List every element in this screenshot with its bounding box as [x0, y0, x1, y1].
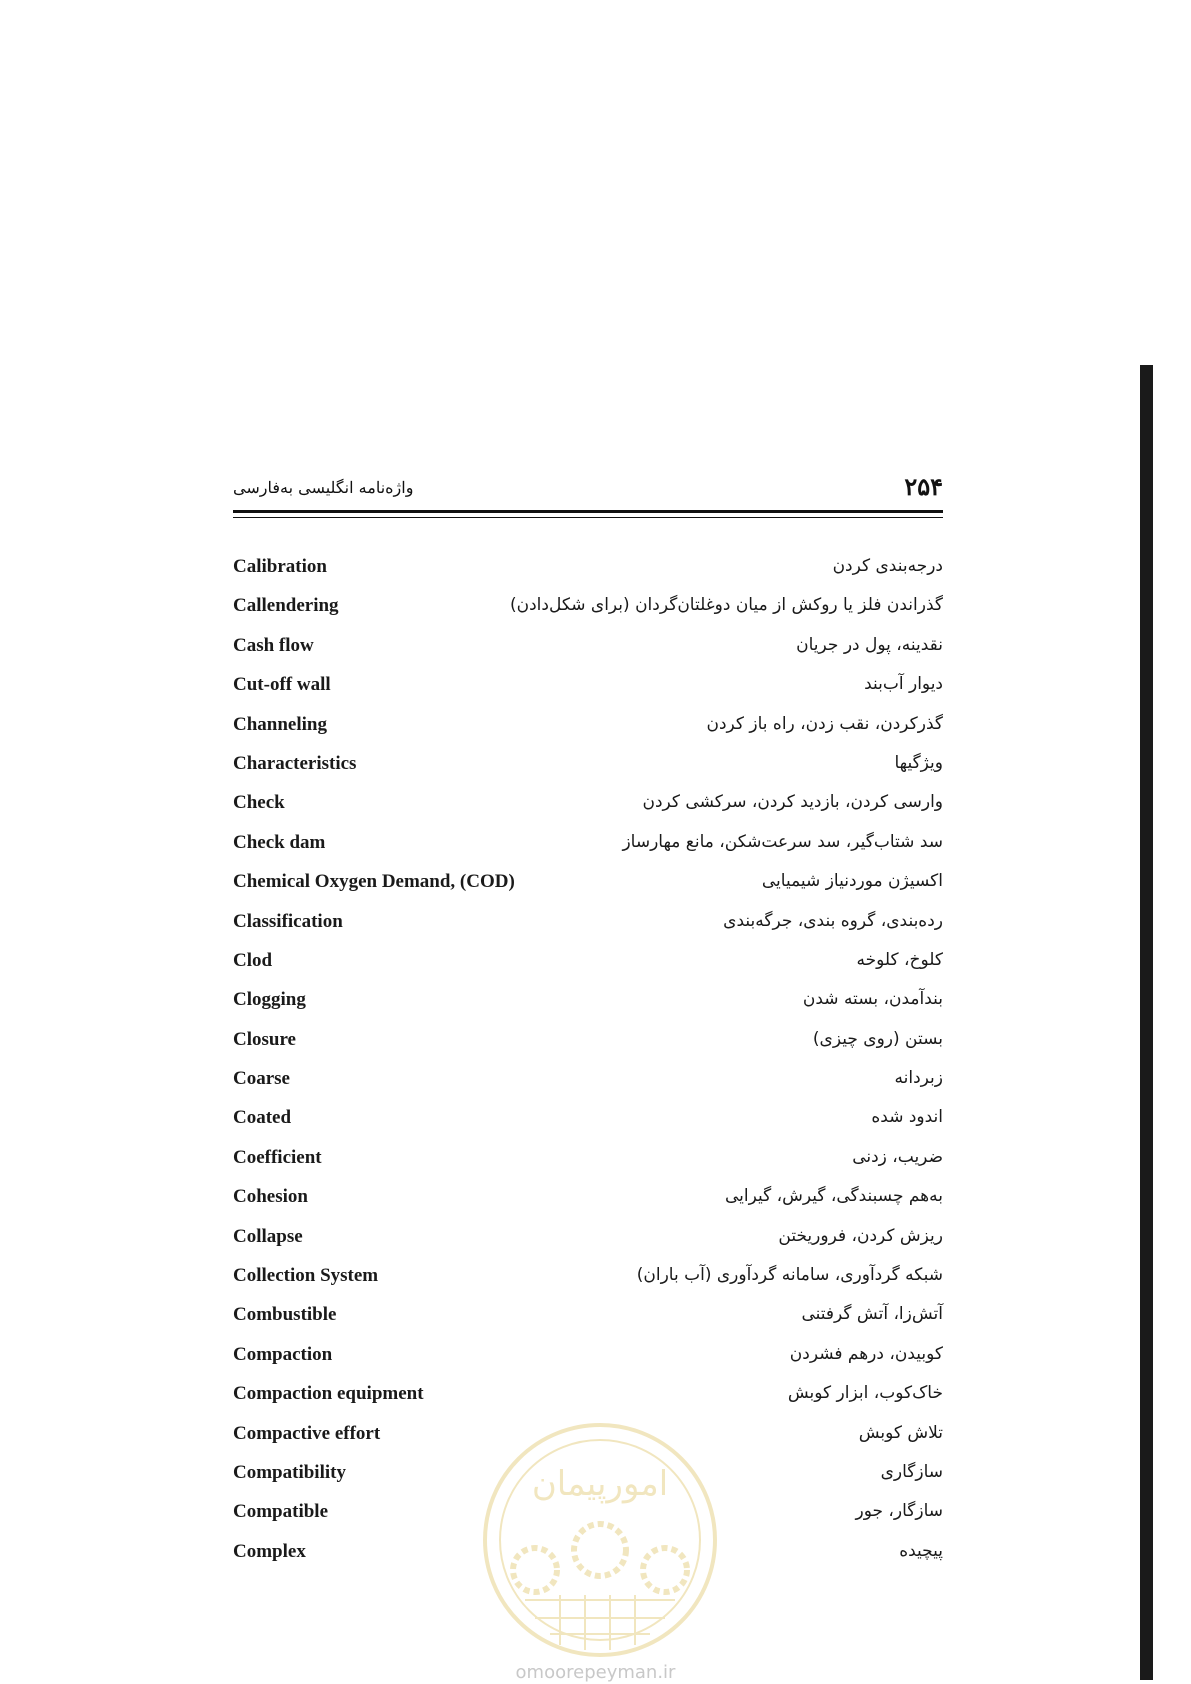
term-persian: کلوخ، کلوخه — [856, 949, 943, 970]
glossary-row — [233, 788, 943, 827]
term-persian: کوبیدن، درهم فشردن — [789, 1343, 943, 1364]
term-persian: درجه‌بندی کردن — [832, 556, 943, 576]
term-persian: پیچیده — [899, 1540, 943, 1561]
term-persian: شبکه گردآوری، سامانه گردآوری (آب باران) — [636, 1265, 943, 1286]
term-english: Coarse — [233, 1068, 290, 1090]
term-persian: به‌هم چسبندگی، گیرش، گیرایی — [724, 1186, 943, 1207]
term-persian: بندآمدن، بسته شدن — [802, 989, 943, 1010]
term-english: Channeling — [233, 713, 327, 735]
glossary-row — [233, 1222, 943, 1261]
term-persian: سازگاری — [880, 1461, 943, 1482]
term-persian: وارسی کردن، بازدید کردن، سرکشی کردن — [642, 792, 943, 813]
glossary-row — [233, 946, 943, 985]
term-english: Clogging — [233, 989, 306, 1011]
term-english: Collection System — [233, 1265, 379, 1287]
term-english: Characteristics — [233, 752, 357, 774]
term-english: Calibration — [233, 556, 327, 577]
glossary-row — [233, 670, 943, 709]
term-english: Compaction — [233, 1343, 333, 1365]
glossary-row — [233, 985, 943, 1024]
term-persian: آتش‌زا، آتش گرفتنی — [801, 1304, 943, 1325]
glossary-row — [233, 1103, 943, 1142]
term-english: Callendering — [233, 595, 339, 617]
term-english: Cohesion — [233, 1186, 308, 1208]
header-title: واژه‌نامه انگلیسی به‌فارسی — [233, 478, 414, 497]
term-english: Cash flow — [233, 634, 314, 656]
glossary-row — [233, 1025, 943, 1064]
term-english: Compatibility — [233, 1461, 346, 1483]
watermark-url: omoorepeyman.ir — [515, 1662, 676, 1683]
term-english: Cut-off wall — [233, 674, 331, 696]
term-english: Complex — [233, 1540, 306, 1562]
term-persian: ریزش کردن، فروریختن — [778, 1225, 943, 1246]
term-persian: ویژگیها — [894, 752, 943, 773]
term-persian: نقدینه، پول در جریان — [796, 634, 943, 655]
glossary-row — [233, 631, 943, 670]
glossary-row — [233, 1143, 943, 1182]
term-english: Closure — [233, 1028, 296, 1050]
header-rule-thick — [233, 510, 943, 513]
glossary-row — [233, 1182, 943, 1221]
term-persian: سد شتاب‌گیر، سد سرعت‌شکن، مانع مهارساز — [622, 831, 943, 852]
glossary-row — [233, 828, 943, 867]
term-english: Chemical Oxygen Demand, (COD) — [233, 871, 515, 893]
term-persian: رده‌بندی، گروه بندی، جرگه‌بندی — [723, 910, 943, 931]
header-rule-thin — [233, 517, 943, 518]
term-english: Compaction equipment — [233, 1383, 424, 1405]
glossary-row — [233, 907, 943, 946]
term-english: Check — [233, 792, 285, 814]
term-persian: خاک‌کوب، ابزار کوبش — [787, 1383, 943, 1404]
glossary-row — [233, 867, 943, 906]
glossary-row — [233, 1340, 943, 1379]
term-persian: سازگار، جور — [855, 1501, 943, 1522]
term-english: Collapse — [233, 1225, 303, 1247]
term-persian: دیوار آب‌بند — [864, 674, 943, 695]
term-english: Compactive effort — [233, 1422, 381, 1444]
glossary-row — [233, 1379, 943, 1418]
term-english: Coefficient — [233, 1146, 322, 1168]
term-persian: گذراندن فلز یا روکش از میان دوغلتان‌گردان (برای شکل‌دادن) — [510, 595, 943, 616]
term-persian: زبردانه — [894, 1068, 943, 1089]
term-persian: تلاش کوبش — [858, 1422, 943, 1443]
watermark-seal-text: امورپیمان — [531, 1464, 669, 1504]
term-english: Classification — [233, 910, 343, 932]
glossary-row — [233, 1261, 943, 1300]
term-persian: ضریب، زدنی — [852, 1146, 943, 1167]
term-english: Coated — [233, 1107, 292, 1129]
term-persian: بستن (روی چیزی) — [812, 1028, 943, 1049]
term-english: Check dam — [233, 831, 326, 853]
glossary-row — [233, 552, 943, 591]
running-header — [233, 470, 943, 506]
term-persian: اکسیژن موردنیاز شیمیایی — [761, 871, 943, 892]
glossary-row — [233, 591, 943, 630]
watermark-seal-icon — [480, 1420, 720, 1660]
term-persian: گذرکردن، نقب زدن، راه باز کردن — [706, 713, 943, 734]
glossary-row — [233, 1064, 943, 1103]
term-persian: اندود شده — [871, 1107, 943, 1128]
term-english: Compatible — [233, 1501, 328, 1523]
page-number: ۲۵۴ — [904, 472, 943, 501]
glossary-row — [233, 1300, 943, 1339]
glossary-row — [233, 710, 943, 749]
scan-edge-bar — [1140, 365, 1153, 1680]
glossary-row — [233, 749, 943, 788]
term-english: Combustible — [233, 1304, 337, 1326]
term-english: Clod — [233, 949, 273, 971]
